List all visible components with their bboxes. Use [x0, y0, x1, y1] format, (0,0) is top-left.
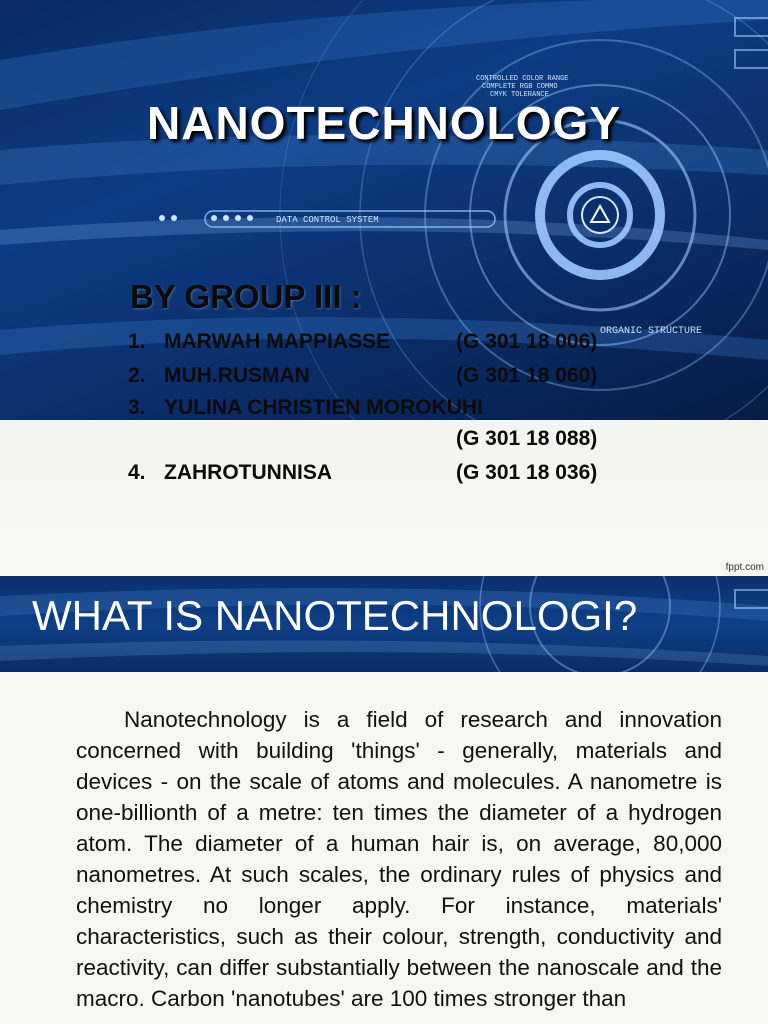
- member-item: [128, 330, 598, 354]
- member-number: 2.: [128, 364, 146, 387]
- section-title: WHAT IS NANOTECHNOLOGI?: [32, 592, 638, 639]
- watermark-text: fppt.com: [725, 562, 764, 573]
- hud-rgb: COMPLETE RGB COMMO: [482, 83, 558, 91]
- hud-data-control: DATA CONTROL SYSTEM: [276, 215, 379, 225]
- slide-title-heading: NANOTECHNOLOGY: [147, 97, 621, 149]
- member-item: [128, 364, 598, 388]
- hud-color-range: CONTROLLED COLOR RANGE: [476, 75, 569, 83]
- member-id: (G 301 18 088): [456, 427, 598, 450]
- member-id: (G 301 18 006): [456, 330, 598, 353]
- hud-organic: ORGANIC STRUCTURE: [600, 326, 703, 337]
- group-label: BY GROUP III :: [130, 278, 362, 315]
- member-number: 4.: [128, 461, 146, 484]
- tech-background: [0, 0, 768, 420]
- member-number: 3.: [128, 396, 146, 419]
- member-id: (G 301 18 036): [456, 461, 598, 484]
- title-band: [0, 576, 768, 672]
- member-item: [128, 461, 598, 485]
- hud-graphic: [0, 0, 768, 420]
- hud-cmyk: CMYK TOLERANCE: [490, 91, 549, 99]
- slide-definition: [0, 576, 768, 1024]
- member-item: [128, 396, 483, 420]
- member-id: (G 301 18 060): [456, 364, 598, 387]
- definition-paragraph: Nanotechnology is a field of research and innovation concerned with building 'things' - generally, materials and devices - on the scale of atoms and molecules. A nanometre is one-billionth of a metre: ten times the diameter of a hydrogen atom. The diameter of a human hair is, on average, 80,000 nanometres. At such scales, the ordinary rules of physics and chemistry no longer apply. For instance, materials' characteristics, such as their colour, strength, conductivity and reactivity, can differ substantially between the nanoscale and the macro. Carbon 'nanotubes' are 100 times stronger than: [76, 707, 722, 1011]
- member-name: MARWAH MAPPIASSE: [164, 330, 390, 353]
- member-number: 1.: [128, 330, 146, 353]
- member-name: ZAHROTUNNISA: [164, 461, 332, 484]
- member-name: MUH.RUSMAN: [164, 364, 310, 387]
- member-name: YULINA CHRISTIEN MOROKUHI: [164, 396, 483, 419]
